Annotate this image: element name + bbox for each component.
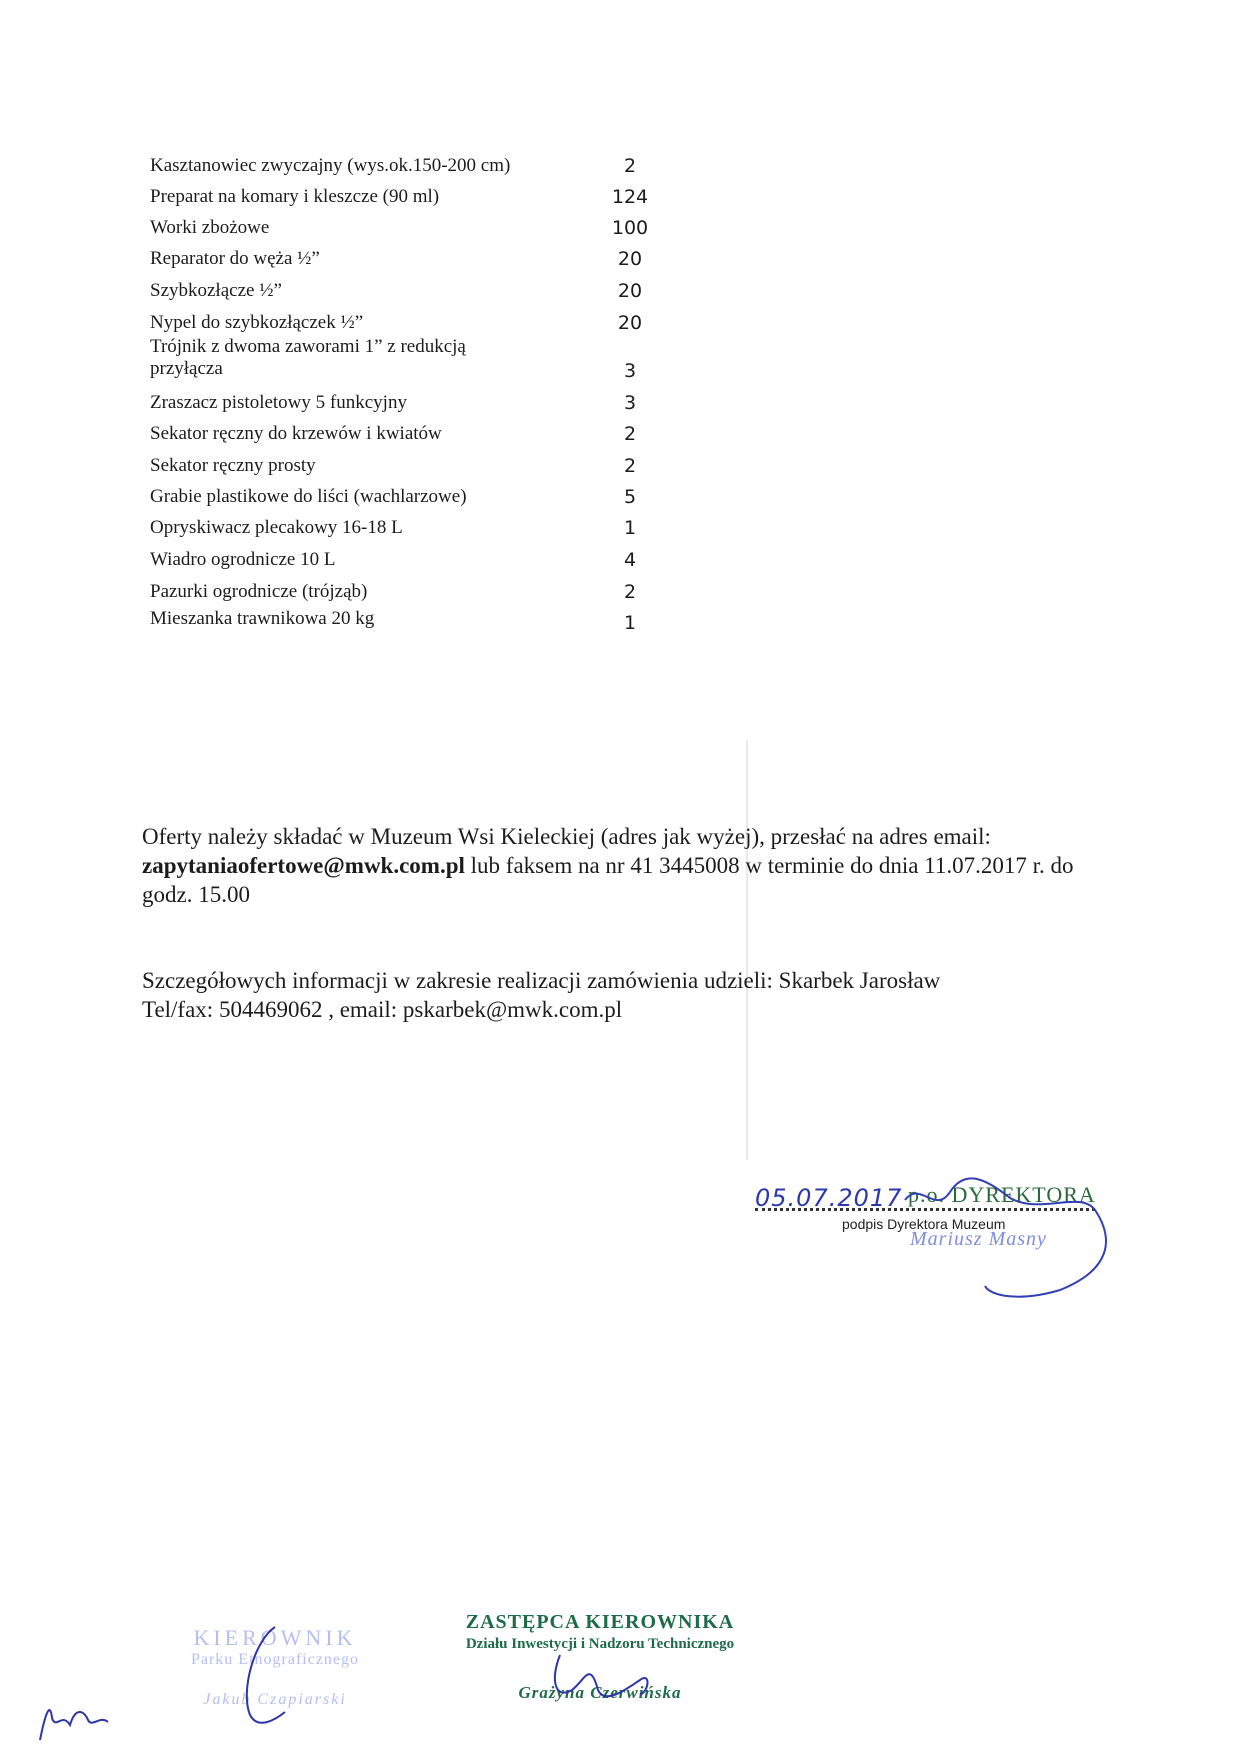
stamp-name: Grażyna Czerwińska xyxy=(518,1683,682,1702)
item-name: Sekator ręczny do krzewów i kwiatów xyxy=(150,423,442,444)
director-stamp-name: Mariusz Masny xyxy=(910,1228,1047,1250)
initials-scribble xyxy=(40,1710,108,1740)
item-name: Kasztanowiec zwyczajny (wys.ok.150-200 cm) xyxy=(150,155,511,176)
item-qty: 20 xyxy=(617,248,643,270)
item-name: Grabie plastikowe do liści (wachlarzowe) xyxy=(150,486,467,507)
item-qty: 3 xyxy=(623,360,637,382)
item-qty: 1 xyxy=(623,612,637,634)
stamp-unit: Działu Inwestycji i Nadzoru Technicznego xyxy=(465,1636,735,1652)
stamp-unit: Parku Etnograficznego xyxy=(190,1651,360,1668)
item-name: Preparat na komary i kleszcze (90 ml) xyxy=(150,186,440,207)
item-name: Wiadro ogrodnicze 10 L xyxy=(150,549,336,570)
item-qty: 124 xyxy=(611,186,649,208)
item-qty: 2 xyxy=(623,155,637,177)
item-name: Nypel do szybkozłączek ½” xyxy=(150,312,364,333)
signature-date: 05.07.2017 xyxy=(755,1184,903,1212)
item-qty: 100 xyxy=(611,217,649,239)
park-manager-stamp xyxy=(160,1625,390,1709)
stamp-name: Jakub Czapiarski xyxy=(203,1691,347,1708)
item-qty: 20 xyxy=(617,280,643,302)
contact-paragraph xyxy=(142,966,1122,1024)
item-name: Szybkozłącze ½” xyxy=(150,280,282,301)
item-name: Opryskiwacz plecakowy 16-18 L xyxy=(150,517,403,538)
stamp-title: ZASTĘPCA KIEROWNIKA xyxy=(465,1611,735,1633)
item-qty: 1 xyxy=(623,517,637,539)
contact-line-2: Tel/fax: 504469062 , email: pskarbek@mwk.com.pl xyxy=(142,997,623,1022)
item-name: Reparator do węża ½” xyxy=(150,248,320,269)
item-name: Zraszacz pistoletowy 5 funkcyjny xyxy=(150,392,407,413)
item-name: Pazurki ogrodnicze (trójząb) xyxy=(150,581,368,602)
item-name: Sekator ręczny prosty xyxy=(150,455,316,476)
offers-text-after: lub faksem na nr 41 3445008 w terminie do dnia 11.07.2017 r. do godz. 15.00 xyxy=(142,853,1074,907)
offers-paragraph xyxy=(142,822,1122,909)
offers-text-before: Oferty należy składać w Muzeum Wsi Kieleckiej (adres jak wyżej), przesłać na adres email: xyxy=(142,824,991,849)
item-name: Worki zbożowe xyxy=(150,217,270,238)
signature-caption: podpis Dyrektora Muzeum xyxy=(842,1216,1006,1232)
stamp-title: KIEROWNIK xyxy=(193,1625,357,1650)
offers-email: zapytaniaofertowe@mwk.com.pl xyxy=(142,853,465,878)
item-qty: 3 xyxy=(623,392,637,414)
item-qty: 2 xyxy=(623,423,637,445)
deputy-manager-stamp xyxy=(440,1611,760,1703)
item-qty: 20 xyxy=(617,312,643,334)
item-qty: 2 xyxy=(623,455,637,477)
item-name: Trójnik z dwoma zaworami 1” z redukcją przyłącza xyxy=(150,336,466,379)
item-qty: 2 xyxy=(623,581,637,603)
item-qty: 4 xyxy=(623,549,637,571)
item-qty: 5 xyxy=(623,486,637,508)
contact-line-1: Szczegółowych informacji w zakresie realizacji zamówienia udzieli: Skarbek Jarosław xyxy=(142,968,941,993)
director-stamp-title: p.o. DYREKTORA xyxy=(908,1182,1096,1207)
item-name: Mieszanka trawnikowa 20 kg xyxy=(150,608,375,629)
director-signature-block xyxy=(740,1170,1100,1300)
signature-dotted-line xyxy=(755,1208,1095,1211)
scan-fold-line xyxy=(746,740,748,1160)
